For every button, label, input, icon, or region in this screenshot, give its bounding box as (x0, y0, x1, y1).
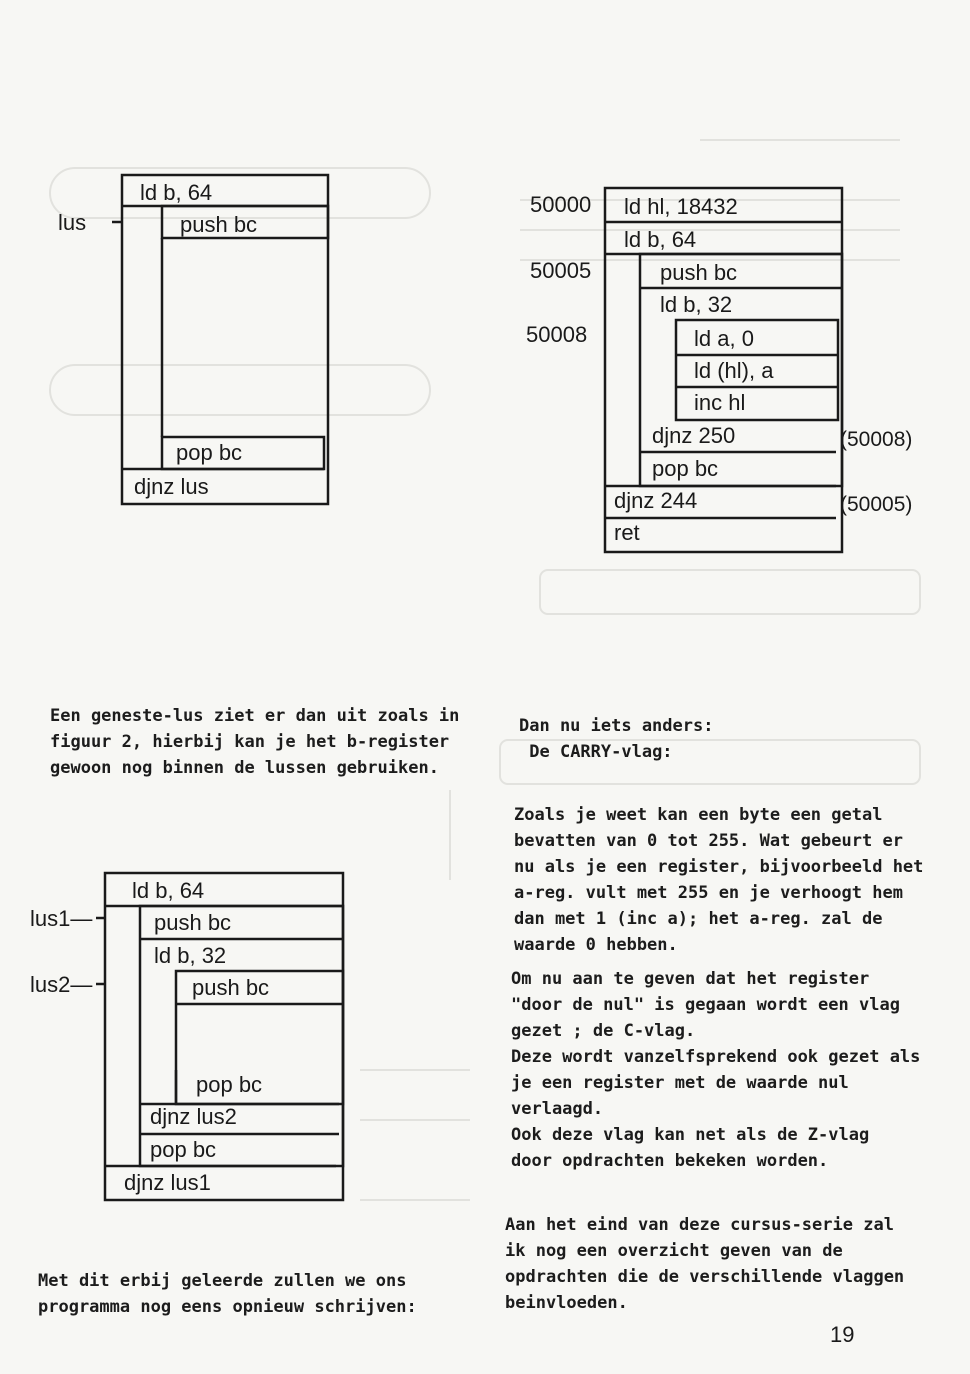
closing-paragraph: Aan het eind van deze cursus-serie zal ik nog een overzicht geven van de opdrachten die de verschillende vlaggen beinvloeden. (505, 1215, 905, 1313)
address-label: 50008 (526, 322, 588, 347)
code-line: djnz lus2 (150, 1104, 237, 1129)
address-label: 50005 (530, 258, 592, 283)
code-line: ld b, 64 (624, 227, 697, 252)
jump-target-ref: (50008) (840, 428, 913, 451)
code-line: djnz lus1 (124, 1170, 211, 1195)
address-label: 50000 (530, 192, 592, 217)
carry-paragraph-2: Om nu aan te geven dat het register "door de nul" is gegaan wordt een vlag gezet ; de C-vlag. Deze wordt vanzelfsprekend ook gezet als je een register met de waarde nul verlaagd. Ook deze vlag kan net als de Z-vlag door opdrachten bekeken worden. (511, 969, 921, 1171)
loop-label: lus (58, 210, 87, 235)
loop-label: lus1— (30, 906, 93, 931)
code-line: djnz lus (134, 474, 209, 499)
code-line: ld hl, 18432 (624, 194, 738, 219)
code-line: ld b, 64 (132, 878, 205, 903)
code-line: pop bc (652, 456, 719, 481)
code-line: ld b, 64 (140, 180, 213, 205)
code-line: push bc (660, 260, 738, 285)
code-line: pop bc (150, 1137, 217, 1162)
outro-paragraph: Met dit erbij geleerde zullen we ons programma nog eens opnieuw schrijven: (38, 1271, 417, 1317)
code-line: ld b, 32 (154, 943, 227, 968)
code-line: push bc (180, 212, 258, 237)
carry-paragraph-1: Zoals je weet kan een byte een getal bevatten van 0 tot 255. Wat gebeurt er nu als je een register, bijvoorbeeld het a-reg. vult met 255 en je verhoogt hem dan met 1 (inc a); het a-reg. zal de waarde 0 hebben. (514, 805, 924, 955)
code-line: inc hl (694, 390, 746, 415)
section-heading: Dan nu iets anders: De CARRY-vlag: (519, 716, 714, 762)
code-line: djnz 244 (614, 488, 698, 513)
page-number: 19 (830, 1322, 855, 1347)
code-line: pop bc (176, 440, 243, 465)
code-line: ret (614, 520, 640, 545)
code-line: djnz 250 (652, 423, 736, 448)
jump-target-ref: (50005) (840, 493, 913, 516)
code-line: ld (hl), a (694, 358, 774, 383)
intro-paragraph: Een geneste-lus ziet er dan uit zoals in figuur 2, hierbij kan je het b-register gewoon nog binnen de lussen gebruiken. (50, 706, 460, 778)
code-line: ld b, 32 (660, 292, 733, 317)
code-line: push bc (192, 975, 270, 1000)
code-line: push bc (154, 910, 232, 935)
loop-label: lus2— (30, 972, 93, 997)
code-line: pop bc (196, 1072, 263, 1097)
code-line: ld a, 0 (694, 326, 754, 351)
